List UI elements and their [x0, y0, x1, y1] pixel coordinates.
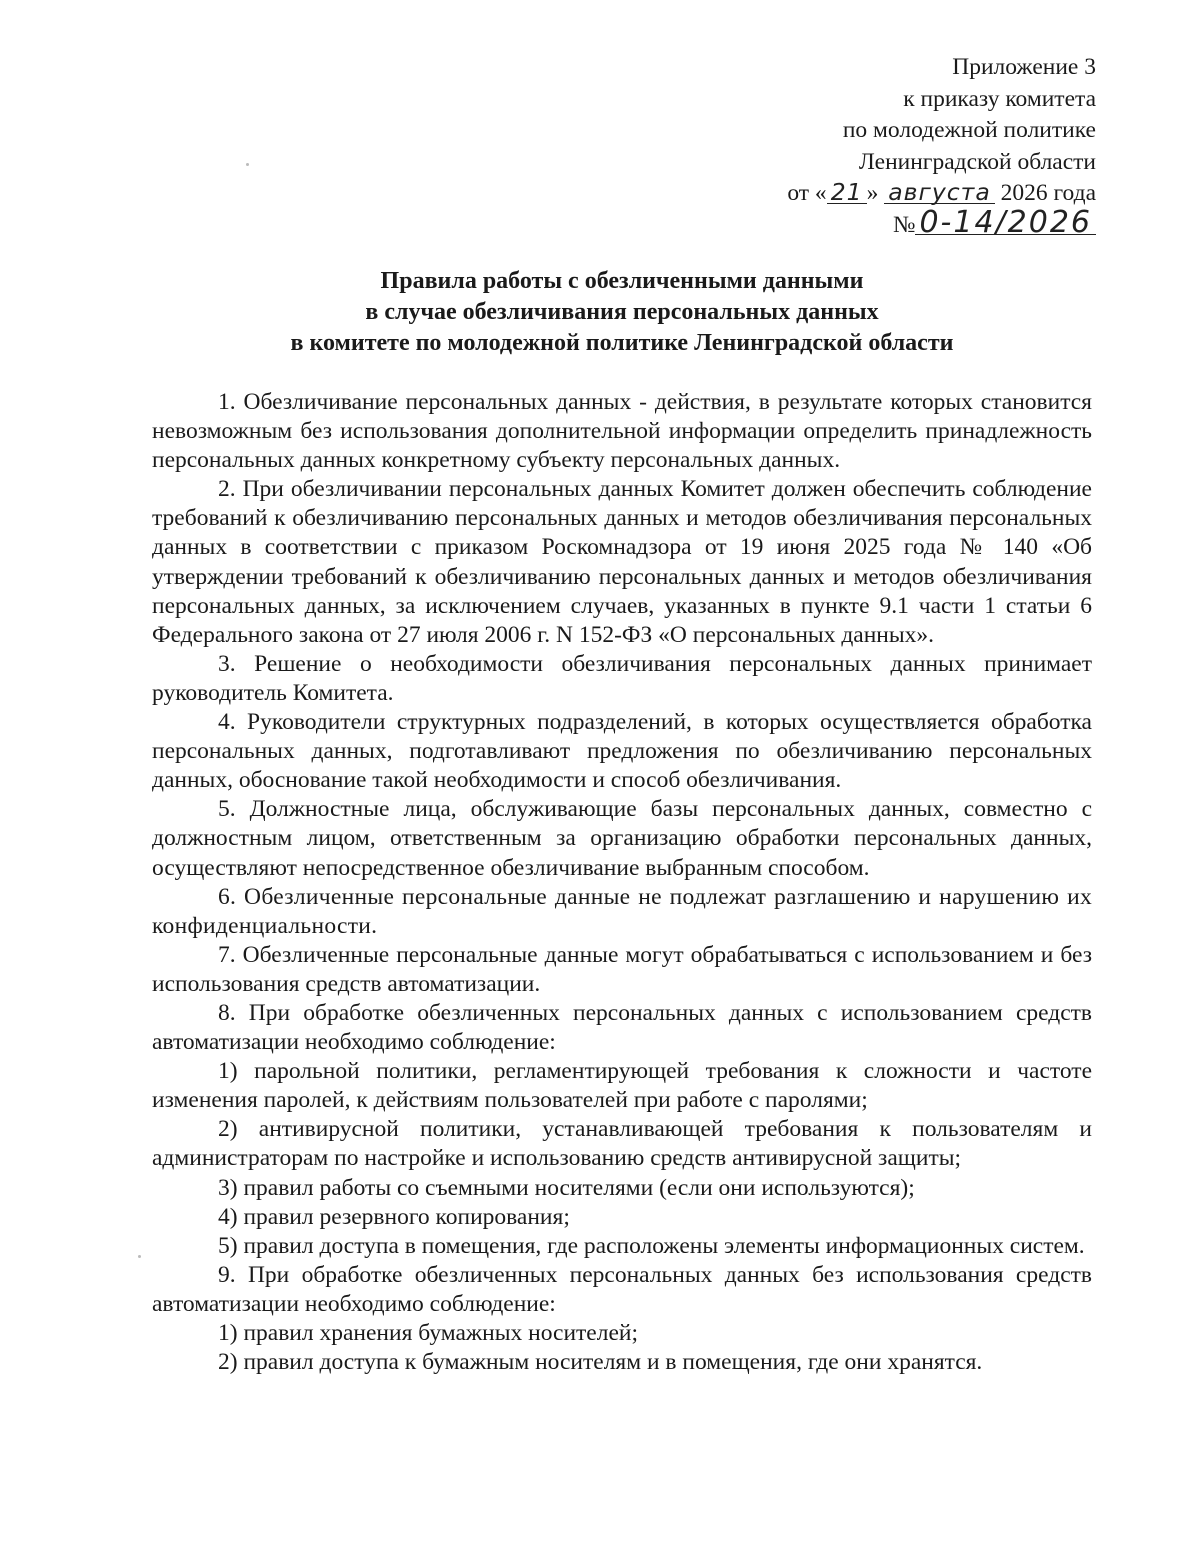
paragraph-8-item-4: 4) правил резервного копирования; — [218, 1203, 570, 1230]
paragraph-7: 7. Обезличенные персональные данные могут обрабатываться с использованием и без использования средств автоматизации. — [152, 941, 1092, 997]
scan-speck — [138, 1255, 141, 1258]
header-appendix-label: Приложение 3 — [952, 54, 1096, 80]
handwritten-day: 21 — [827, 181, 867, 204]
paragraph-6: 6. Обезличенные персональные данные не подлежат разглашению и нарушению их конфиденциальности. — [152, 883, 1092, 939]
header-committee-label: по молодежной политике — [842, 117, 1096, 143]
paragraph-3: 3. Решение о необходимости обезличивания персональных данных принимает руководитель Комитета. — [152, 650, 1092, 706]
date-prefix: от « — [787, 180, 827, 206]
title-line-2: в случае обезличивания персональных данных — [365, 299, 879, 325]
paragraph-9-item-2: 2) правил доступа к бумажным носителям и в помещения, где они хранятся. — [218, 1349, 983, 1376]
handwritten-order-number: 0-14/2026 — [915, 212, 1096, 235]
header-region-label: Ленинградской области — [858, 148, 1096, 175]
header-order-label: к приказу комитета — [903, 85, 1096, 112]
paragraph-4: 4. Руководители структурных подразделений, в которых осуществляется обработка персональных данных, подготавливают предложения по обезличиванию персональных данных, обоснование такой необходимости и способ обезличивания. — [152, 709, 1092, 794]
paragraph-9: 9. При обработке обезличенных персональных данных без использования средств автоматизации необходимо соблюдение: — [152, 1261, 1092, 1317]
document-title — [150, 266, 1094, 359]
title-line-3: в комитете по молодежной политике Ленинградской области — [290, 330, 954, 356]
paragraph-8-item-1: 1) парольной политики, регламентирующей требования к сложности и частоте изменения паролей, к действиям пользователей при работе с паролями; — [152, 1058, 1092, 1114]
paragraph-8-item-2: 2) антивирусной политики, устанавливающей требования к пользователям и администраторам по настройке и использованию средств антивирусной защиты; — [152, 1116, 1092, 1172]
document-body — [152, 388, 1092, 1377]
paragraph-2: 2. При обезличивании персональных данных Комитет должен обеспечить соблюдение требований к обезличиванию персональных данных и методов обезличивания персональных данных в соответствии с приказом Роскомнадзора от 19 июня 2025 года № 140 «Об утверждении требований к обезличиванию персональных данных и методов обезличивания персональных данных, за исключением случаев, указанных в пункте 9.1 части 1 статьи 6 Федерального закона от 27 июля 2006 г. N 152-ФЗ «О персональных данных». — [152, 476, 1092, 648]
date-mid: » — [866, 180, 879, 206]
scan-speck — [246, 163, 249, 166]
paragraph-9-item-1: 1) правил хранения бумажных носителей; — [218, 1320, 639, 1346]
attachment-header — [787, 52, 1096, 241]
paragraph-5: 5. Должностные лица, обслуживающие базы персональных данных, совместно с должностным лицом, ответственным за организацию обработки персональных данных, осуществляют непосредственное обезличивание выбранным способом. — [152, 796, 1092, 881]
paragraph-1: 1. Обезличивание персональных данных - действия, в результате которых становится невозможным без использования дополнительной информации определить принадлежность персональных данных конкретному субъекту персональных данных. — [152, 389, 1092, 474]
handwritten-month: августа — [884, 181, 995, 204]
date-suffix: 2026 года — [1000, 180, 1096, 206]
paragraph-8-item-5: 5) правил доступа в помещения, где расположены элементы информационных систем. — [218, 1232, 1085, 1259]
number-prefix: № — [893, 211, 916, 238]
title-line-1: Правила работы с обезличенными данными — [380, 268, 864, 294]
paragraph-8: 8. При обработке обезличенных персональных данных с использованием средств автоматизации необходимо соблюдение: — [152, 999, 1092, 1056]
header-number-line — [787, 204, 1096, 242]
paragraph-8-item-3: 3) правил работы со съемными носителями (если они используются); — [218, 1174, 915, 1201]
